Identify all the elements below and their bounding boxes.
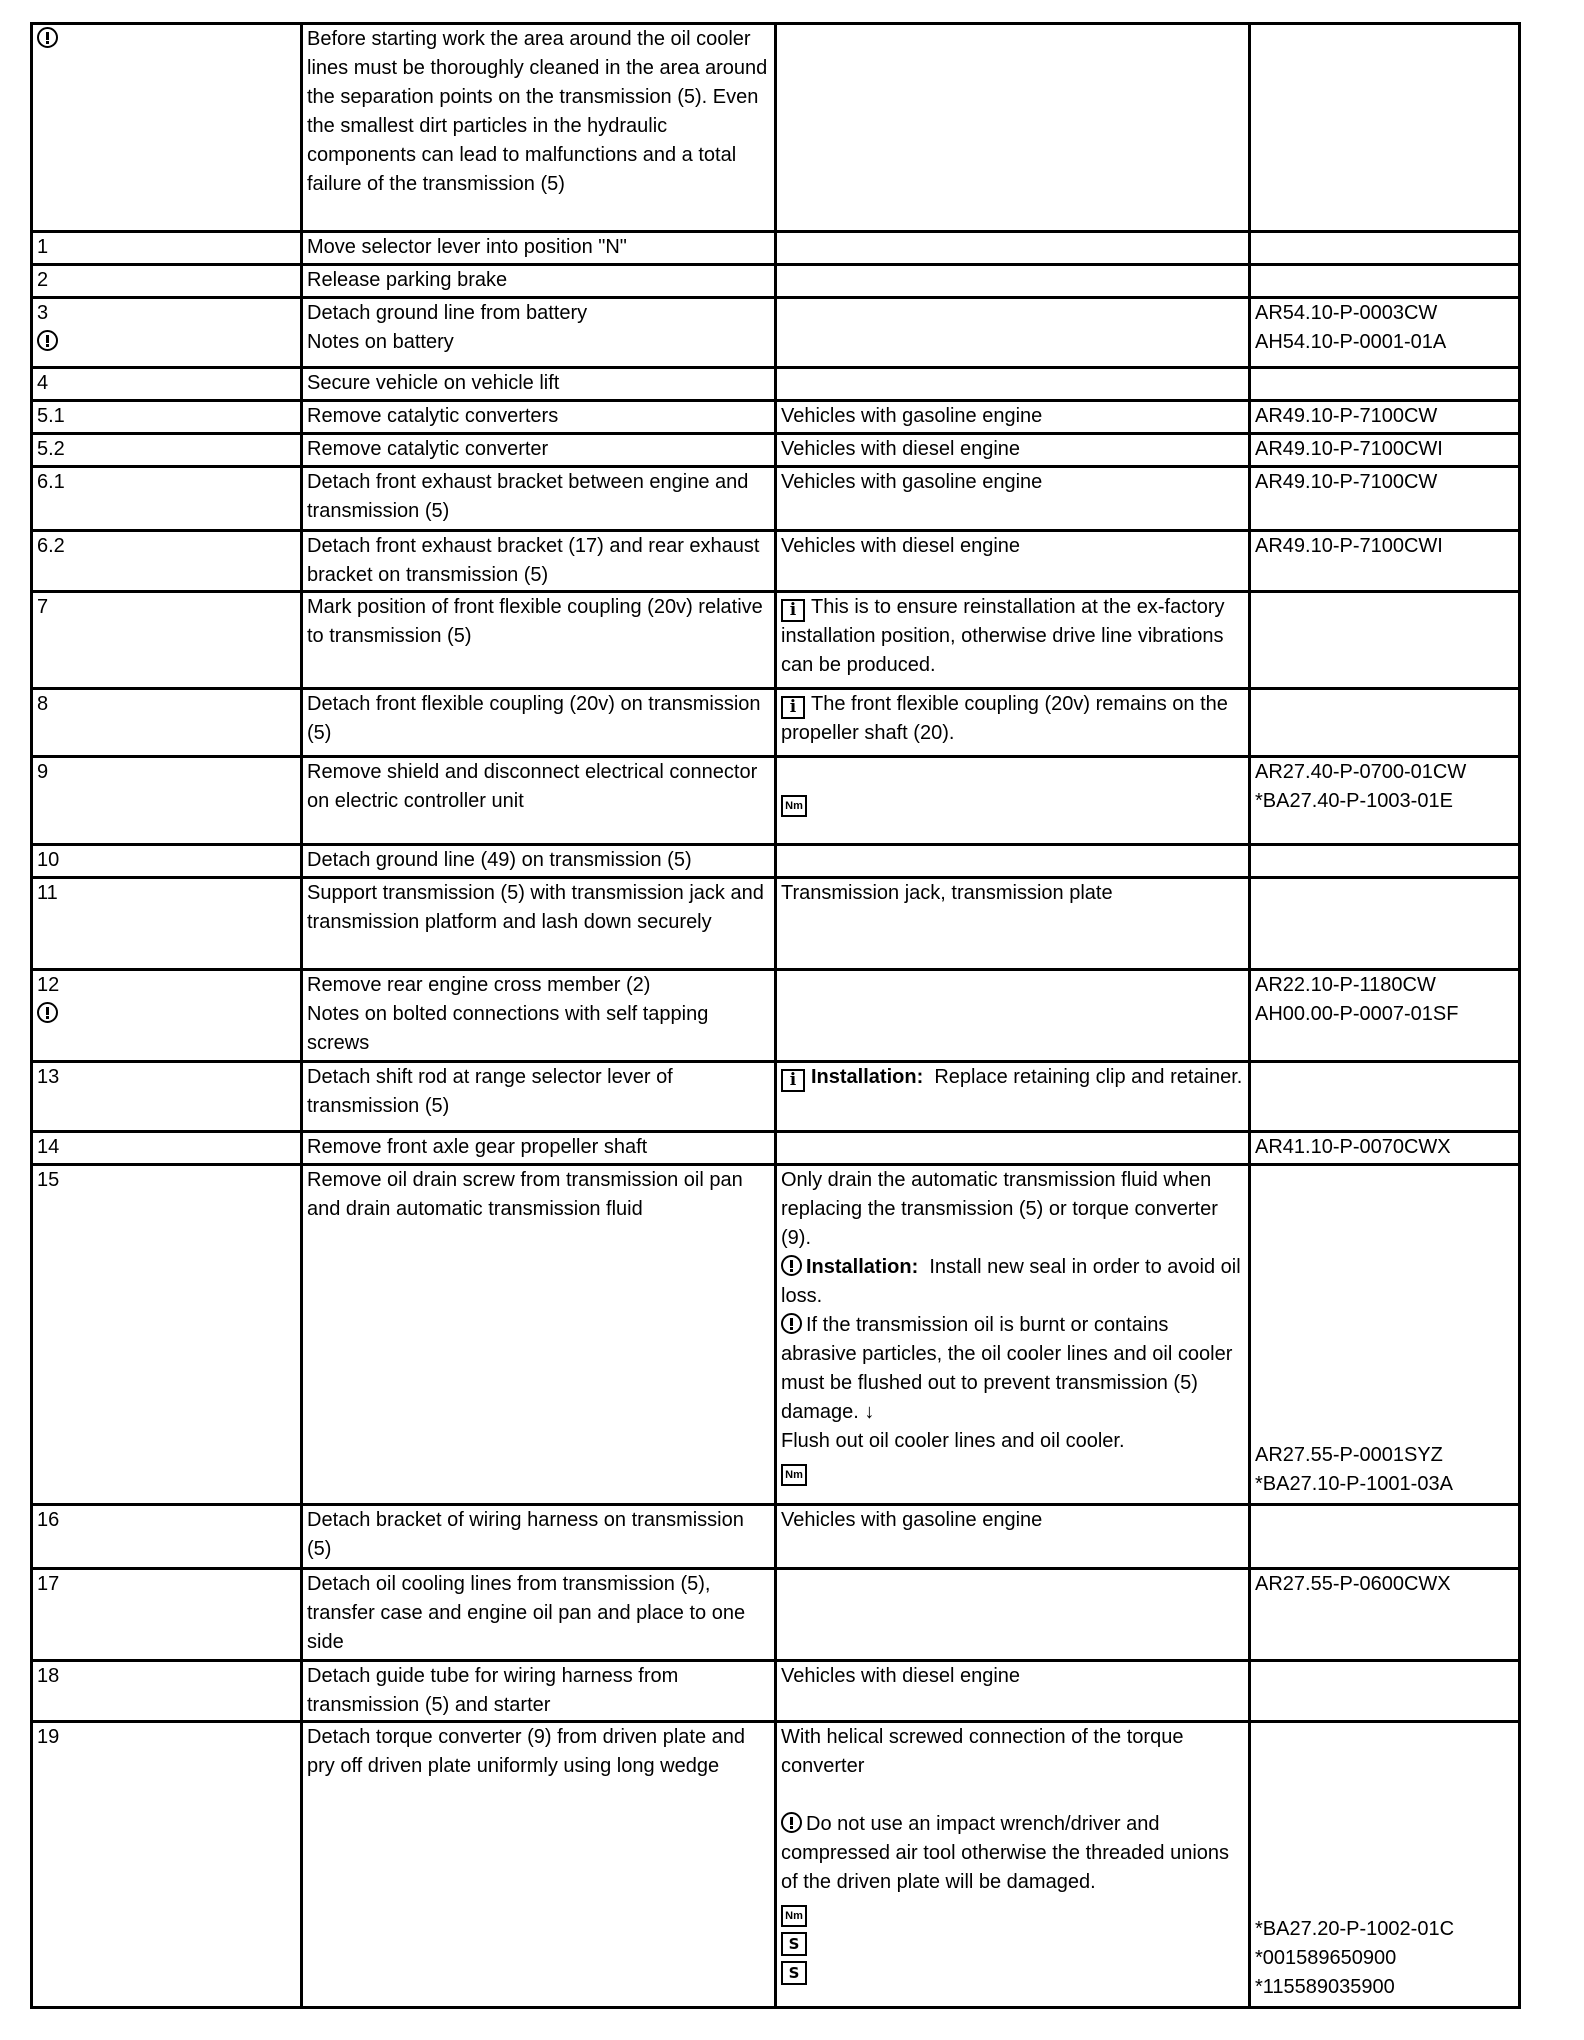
torque-nm-icon: Nm [781, 1905, 807, 1927]
table-row [32, 757, 1520, 845]
special-tool-icon: S [781, 1961, 807, 1985]
note-cell [776, 757, 1250, 845]
info-icon: i [781, 599, 805, 622]
installation-label: Installation: [806, 1256, 919, 1278]
operation-link[interactable]: Notes on battery [307, 331, 454, 353]
note-cell [776, 24, 1250, 232]
reference-link[interactable]: AR49.10-P-7100CWI [1255, 438, 1443, 460]
operation-cell: Detach front exhaust bracket between engine and transmission (5) [302, 467, 776, 531]
table-row [32, 845, 1520, 878]
note-text: The front flexible coupling (20v) remains on the propeller shaft (20). [781, 693, 1228, 744]
note-link[interactable]: Flush out oil cooler lines and oil cooler. [781, 1430, 1125, 1452]
reference-cell [1250, 592, 1520, 689]
operation-cell: Remove oil drain screw from transmission oil pan and drain automatic transmission fluid [302, 1165, 776, 1505]
procedure-sheet [30, 22, 1518, 2009]
operation-cell: Remove shield and disconnect electrical connector on electric controller unit [302, 757, 776, 845]
note-text: Replace retaining clip and retainer. [934, 1066, 1243, 1088]
note-cell [776, 1569, 1250, 1661]
note-text: Only drain the automatic transmission fluid when replacing the transmission (5) or torque converter (9). [781, 1169, 1218, 1249]
step-cell: 5.1 [32, 401, 302, 434]
table-row [32, 401, 1520, 434]
torque-nm-icon: Nm [781, 795, 807, 817]
reference-link[interactable]: AH00.00-P-0007-01SF [1255, 1003, 1459, 1025]
operation-cell: Detach shift rod at range selector lever of transmission (5) [302, 1062, 776, 1132]
reference-cell [1250, 531, 1520, 592]
reference-cell [1250, 1062, 1520, 1132]
special-tool-icon: S [781, 1932, 807, 1956]
note-text: With helical screwed connection of the torque converter [781, 1726, 1184, 1777]
table-row [32, 232, 1520, 265]
operation-cell: Detach torque converter (9) from driven plate and pry off driven plate uniformly using long wedge [302, 1722, 776, 2008]
table-row [32, 1722, 1520, 2008]
reference-cell [1250, 689, 1520, 757]
reference-cell [1250, 368, 1520, 401]
tool-number[interactable]: *001589650900 [1255, 1947, 1397, 1969]
operation-cell: Detach bracket of wiring harness on transmission (5) [302, 1505, 776, 1569]
warning-circle-icon [781, 1812, 802, 1833]
note-cell: Transmission jack, transmission plate [776, 878, 1250, 970]
operation-cell: Mark position of front flexible coupling (20v) relative to transmission (5) [302, 592, 776, 689]
table-row [32, 265, 1520, 298]
step-cell: 14 [32, 1132, 302, 1165]
reference-link[interactable]: AR27.55-P-0001SYZ [1255, 1444, 1443, 1466]
note-cell [776, 845, 1250, 878]
reference-cell [1250, 1165, 1520, 1505]
table-row [32, 1505, 1520, 1569]
step-cell [32, 298, 302, 368]
table-row [32, 878, 1520, 970]
note-cell: Vehicles with gasoline engine [776, 467, 1250, 531]
table-row [32, 970, 1520, 1062]
operation-cell: Release parking brake [302, 265, 776, 298]
operation-cell: Detach oil cooling lines from transmission (5), transfer case and engine oil pan and place to one side [302, 1569, 776, 1661]
step-cell: 4 [32, 368, 302, 401]
note-cell [776, 689, 1250, 757]
note-cell [776, 298, 1250, 368]
reference-cell [1250, 232, 1520, 265]
reference-link[interactable]: AR49.10-P-7100CWI [1255, 535, 1443, 557]
note-cell: Vehicles with gasoline engine [776, 1505, 1250, 1569]
reference-cell [1250, 434, 1520, 467]
step-cell: 17 [32, 1569, 302, 1661]
note-cell [776, 592, 1250, 689]
reference-cell [1250, 970, 1520, 1062]
step-number: 3 [37, 302, 49, 324]
operation-cell [302, 298, 776, 368]
step-cell: 10 [32, 845, 302, 878]
table-row [32, 1165, 1520, 1505]
note-cell: Vehicles with diesel engine [776, 531, 1250, 592]
step-cell: 1 [32, 232, 302, 265]
operation-cell: Detach front exhaust bracket (17) and rear exhaust bracket on transmission (5) [302, 531, 776, 592]
step-cell: 15 [32, 1165, 302, 1505]
note-cell [776, 1165, 1250, 1505]
reference-link[interactable]: *BA27.40-P-1003-01E [1255, 790, 1453, 812]
step-cell: 5.2 [32, 434, 302, 467]
reference-cell [1250, 24, 1520, 232]
table-row [32, 1062, 1520, 1132]
warning-circle-icon [37, 27, 58, 48]
installation-label: Installation: [811, 1066, 924, 1088]
table-row [32, 434, 1520, 467]
reference-cell [1250, 757, 1520, 845]
reference-link[interactable]: *BA27.20-P-1002-01C [1255, 1918, 1455, 1940]
reference-cell [1250, 845, 1520, 878]
note-text: Do not use an impact wrench/driver and compressed air tool otherwise the threaded unions of the driven plate will be damaged. [781, 1813, 1230, 1893]
reference-link[interactable]: AR27.40-P-0700-01CW [1255, 761, 1467, 783]
reference-cell [1250, 298, 1520, 368]
reference-cell [1250, 1569, 1520, 1661]
note-cell: Vehicles with diesel engine [776, 434, 1250, 467]
warning-circle-icon [781, 1255, 802, 1276]
table-row [32, 592, 1520, 689]
note-cell: Vehicles with gasoline engine [776, 401, 1250, 434]
info-icon: i [781, 696, 805, 719]
step-cell: 8 [32, 689, 302, 757]
reference-link[interactable]: AR49.10-P-7100CW [1255, 405, 1438, 427]
table-row [32, 298, 1520, 368]
operation-cell: Secure vehicle on vehicle lift [302, 368, 776, 401]
operation-cell: Detach guide tube for wiring harness from transmission (5) and starter [302, 1661, 776, 1722]
note-cell [776, 1062, 1250, 1132]
step-cell: 9 [32, 757, 302, 845]
step-cell [32, 24, 302, 232]
reference-link[interactable]: AR49.10-P-7100CW [1255, 471, 1438, 493]
reference-link[interactable]: AR22.10-P-1180CW [1255, 974, 1436, 996]
operation-text: Remove rear engine cross member (2) [307, 974, 651, 996]
note-cell [776, 368, 1250, 401]
note-cell [776, 1132, 1250, 1165]
table-row [32, 368, 1520, 401]
step-cell: 13 [32, 1062, 302, 1132]
reference-cell [1250, 1132, 1520, 1165]
table-row [32, 689, 1520, 757]
reference-link[interactable]: AH54.10-P-0001-01A [1255, 331, 1447, 353]
reference-cell [1250, 401, 1520, 434]
reference-cell [1250, 467, 1520, 531]
warning-circle-icon [37, 330, 58, 351]
operation-cell: Remove front axle gear propeller shaft [302, 1132, 776, 1165]
reference-cell [1250, 878, 1520, 970]
note-cell [776, 265, 1250, 298]
operation-text: Detach ground line from battery [307, 302, 588, 324]
note-cell [776, 1722, 1250, 2008]
note-text: Install new seal in order to avoid oil loss. [781, 1256, 1241, 1307]
table-row [32, 1569, 1520, 1661]
table-row [32, 467, 1520, 531]
step-cell: 18 [32, 1661, 302, 1722]
operation-cell: Detach front flexible coupling (20v) on transmission (5) [302, 689, 776, 757]
reference-link[interactable]: AR27.55-P-0600CWX [1255, 1573, 1451, 1595]
tool-number[interactable]: *115589035900 [1255, 1976, 1395, 1998]
warning-circle-icon [37, 1002, 58, 1023]
reference-cell [1250, 1722, 1520, 2008]
note-text: If the transmission oil is burnt or contains abrasive particles, the oil cooler lines and oil cooler must be flushed out to prevent transmission (5) damage. ↓ [781, 1314, 1233, 1423]
table-row [32, 531, 1520, 592]
operation-cell: Remove catalytic converter [302, 434, 776, 467]
step-cell: 6.2 [32, 531, 302, 592]
reference-cell [1250, 1505, 1520, 1569]
reference-link[interactable]: AR41.10-P-0070CWX [1255, 1136, 1451, 1158]
operation-cell [302, 970, 776, 1062]
info-icon: i [781, 1069, 805, 1092]
operation-cell: Before starting work the area around the oil cooler lines must be thoroughly cleaned in the area around the separation points on the transmission (5). Even the smallest dirt particles in the hydraulic components can lead to malfunctions and a total failure of the transmission (5) [302, 24, 776, 232]
reference-link[interactable]: *BA27.10-P-1001-03A [1255, 1473, 1453, 1495]
note-text: This is to ensure reinstallation at the ex-factory installation position, otherwise drive line vibrations can be produced. [781, 596, 1225, 676]
warning-circle-icon [781, 1313, 802, 1334]
step-number: 12 [37, 974, 60, 996]
step-cell: 19 [32, 1722, 302, 2008]
step-cell: 2 [32, 265, 302, 298]
procedure-table [30, 22, 1521, 2009]
operation-link[interactable]: Notes on bolted connections with self tapping screws [307, 1003, 709, 1054]
operation-cell: Remove catalytic converters [302, 401, 776, 434]
step-cell: 11 [32, 878, 302, 970]
reference-link[interactable]: AR54.10-P-0003CW [1255, 302, 1438, 324]
table-row [32, 24, 1520, 232]
operation-cell: Move selector lever into position "N" [302, 232, 776, 265]
note-cell [776, 232, 1250, 265]
table-row [32, 1132, 1520, 1165]
step-cell: 6.1 [32, 467, 302, 531]
operation-cell: Detach ground line (49) on transmission (5) [302, 845, 776, 878]
note-cell: Vehicles with diesel engine [776, 1661, 1250, 1722]
torque-nm-icon: Nm [781, 1464, 807, 1486]
step-cell: 7 [32, 592, 302, 689]
step-cell: 16 [32, 1505, 302, 1569]
reference-cell [1250, 265, 1520, 298]
operation-cell: Support transmission (5) with transmission jack and transmission platform and lash down securely [302, 878, 776, 970]
reference-cell [1250, 1661, 1520, 1722]
step-cell [32, 970, 302, 1062]
table-row [32, 1661, 1520, 1722]
note-cell [776, 970, 1250, 1062]
